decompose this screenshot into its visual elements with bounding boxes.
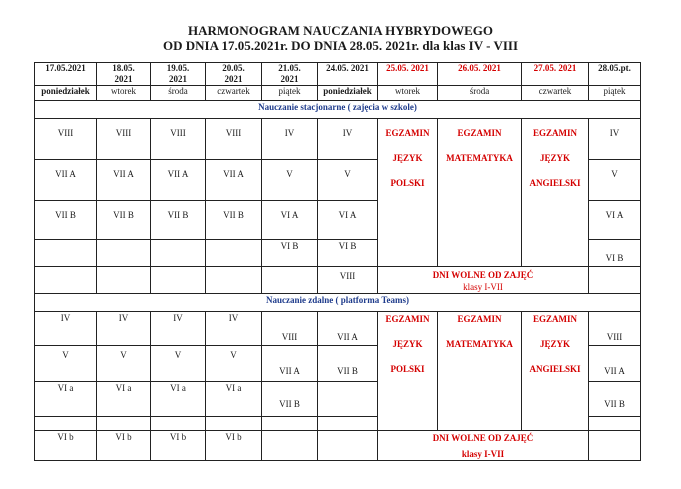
class-cell: V <box>318 160 378 201</box>
exam-line: POLSKI <box>390 178 425 188</box>
exam-line: JĘZYK <box>539 339 570 349</box>
class-cell: VIII <box>97 119 151 160</box>
class-cell: VI B <box>262 240 318 267</box>
class-cell <box>262 417 318 431</box>
exam-math-cell <box>438 119 522 267</box>
day-header: poniedziałek <box>35 86 97 101</box>
class-cell <box>318 417 378 431</box>
class-cell: VI A <box>262 201 318 240</box>
day-header: środa <box>151 86 206 101</box>
class-cell: VII A <box>97 160 151 201</box>
class-cell: VI a <box>206 382 262 417</box>
day-header: piątek <box>262 86 318 101</box>
class-cell: VII A <box>151 160 206 201</box>
section-label: Nauczanie stacjonarne ( zajęcia w szkole) <box>258 102 417 112</box>
exam-english-cell <box>522 119 589 267</box>
day-header: czwartek <box>206 86 262 101</box>
date-header: 20.05. 2021 <box>206 63 262 86</box>
date-header: 18.05. 2021 <box>97 63 151 86</box>
section-label: Nauczanie zdalne ( platforma Teams) <box>266 295 409 305</box>
class-cell <box>151 417 206 431</box>
class-cell <box>151 267 206 294</box>
class-cell: VIII <box>151 119 206 160</box>
class-cell: VII A <box>589 346 641 382</box>
class-cell: VI B <box>318 240 378 267</box>
section-row <box>35 294 641 312</box>
free-days-cell <box>378 431 589 461</box>
class-cell <box>35 417 97 431</box>
header-dates-row <box>35 63 641 86</box>
day-header: poniedziałek <box>318 86 378 101</box>
class-cell: VII B <box>262 382 318 417</box>
free-days-label: DNI WOLNE OD ZAJĘĆ <box>432 433 534 443</box>
day-header: czwartek <box>522 86 589 101</box>
class-cell: IV <box>262 119 318 160</box>
class-cell <box>262 431 318 461</box>
class-cell: V <box>262 160 318 201</box>
class-cell <box>318 431 378 461</box>
exam-line: POLSKI <box>390 364 425 374</box>
class-cell: VI a <box>151 382 206 417</box>
class-cell: V <box>97 346 151 382</box>
class-cell: IV <box>35 312 97 346</box>
exam-polish-cell <box>378 312 438 431</box>
day-header: wtorek <box>378 86 438 101</box>
class-cell: VI A <box>589 201 641 240</box>
table-row <box>35 119 641 160</box>
date-header: 17.05.2021 <box>35 63 97 86</box>
class-cell <box>589 267 641 294</box>
class-cell: V <box>589 160 641 201</box>
class-cell: VI b <box>151 431 206 461</box>
class-cell <box>97 267 151 294</box>
document-title: HARMONOGRAM NAUCZANIA HYBRYDOWEGO <box>187 23 494 38</box>
class-cell: VIII <box>318 267 378 294</box>
class-cell <box>97 417 151 431</box>
class-cell: VI b <box>206 431 262 461</box>
class-cell: V <box>35 346 97 382</box>
date-header: 27.05. 2021 <box>522 63 589 86</box>
class-cell <box>206 267 262 294</box>
class-cell: VI b <box>35 431 97 461</box>
exam-line: JĘZYK <box>392 153 423 163</box>
day-header: piątek <box>589 86 641 101</box>
exam-line: ANGIELSKI <box>529 364 581 374</box>
class-cell: VII B <box>318 346 378 382</box>
date-header: 28.05.pt. <box>589 63 641 86</box>
table-row <box>35 267 641 294</box>
class-cell: VII B <box>151 201 206 240</box>
section-remote-label <box>35 294 641 312</box>
exam-line: EGZAMIN <box>457 128 502 138</box>
free-days-classes: klasy I-VII <box>463 282 503 292</box>
class-cell <box>35 240 97 267</box>
day-header: wtorek <box>97 86 151 101</box>
class-cell: VIII <box>35 119 97 160</box>
date-header: 21.05. 2021 <box>262 63 318 86</box>
class-cell: VII A <box>318 312 378 346</box>
exam-math-cell <box>438 312 522 431</box>
class-cell: IV <box>318 119 378 160</box>
section-row <box>35 101 641 119</box>
class-cell: VI A <box>318 201 378 240</box>
class-cell: VII B <box>206 201 262 240</box>
free-days-cell <box>378 267 589 294</box>
free-days-label: DNI WOLNE OD ZAJĘĆ <box>432 270 534 280</box>
class-cell: VII B <box>97 201 151 240</box>
table-row <box>35 431 641 461</box>
class-cell <box>97 240 151 267</box>
class-cell: V <box>151 346 206 382</box>
exam-line: MATEMATYKA <box>446 153 513 163</box>
date-header: 26.05. 2021 <box>438 63 522 86</box>
class-cell: VII B <box>589 382 641 417</box>
class-cell: VII A <box>35 160 97 201</box>
class-cell <box>206 240 262 267</box>
day-header: środa <box>438 86 522 101</box>
free-days-classes: klasy I-VII <box>461 449 505 459</box>
class-cell: VIII <box>262 312 318 346</box>
exam-line: EGZAMIN <box>385 314 430 324</box>
class-cell <box>589 417 641 431</box>
class-cell: VI B <box>589 240 641 267</box>
class-cell: VII A <box>206 160 262 201</box>
class-cell: VIII <box>589 312 641 346</box>
class-cell <box>589 431 641 461</box>
class-cell: VI a <box>97 382 151 417</box>
exam-line: EGZAMIN <box>532 128 577 138</box>
class-cell: IV <box>151 312 206 346</box>
header-days-row <box>35 86 641 101</box>
exam-line: ANGIELSKI <box>529 178 581 188</box>
exam-line: JĘZYK <box>539 153 570 163</box>
class-cell: IV <box>589 119 641 160</box>
class-cell <box>318 382 378 417</box>
class-cell <box>35 267 97 294</box>
class-cell <box>206 417 262 431</box>
class-cell: VI a <box>35 382 97 417</box>
exam-line: MATEMATYKA <box>446 339 513 349</box>
class-cell: VI b <box>97 431 151 461</box>
exam-line: EGZAMIN <box>385 128 430 138</box>
class-cell: V <box>206 346 262 382</box>
class-cell <box>262 267 318 294</box>
class-cell: IV <box>97 312 151 346</box>
date-header: 25.05. 2021 <box>378 63 438 86</box>
class-cell: VII A <box>262 346 318 382</box>
exam-polish-cell <box>378 119 438 267</box>
schedule-table <box>34 62 641 461</box>
section-stationary-label <box>35 101 641 119</box>
class-cell: VII B <box>35 201 97 240</box>
exam-line: EGZAMIN <box>532 314 577 324</box>
class-cell: VIII <box>206 119 262 160</box>
exam-line: EGZAMIN <box>457 314 502 324</box>
class-cell <box>151 240 206 267</box>
table-row <box>35 312 641 346</box>
exam-line: JĘZYK <box>392 339 423 349</box>
class-cell: IV <box>206 312 262 346</box>
exam-english-cell <box>522 312 589 431</box>
date-header: 19.05. 2021 <box>151 63 206 86</box>
date-header: 24.05. 2021 <box>318 63 378 86</box>
document-subtitle: OD DNIA 17.05.2021r. DO DNIA 28.05. 2021r. dla klas IV - VIII <box>162 38 519 53</box>
